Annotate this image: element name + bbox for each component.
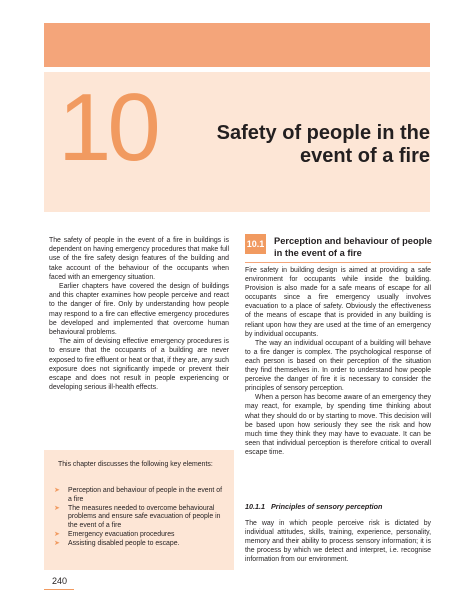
section-body bbox=[245, 266, 431, 457]
key-elements-list bbox=[54, 487, 224, 549]
subsection-heading bbox=[245, 502, 431, 511]
page-number: 240 bbox=[52, 576, 68, 586]
section-number-badge: 10.1 bbox=[245, 234, 266, 254]
subsection-body bbox=[245, 519, 431, 564]
subsection-number: 10.1.1 bbox=[245, 502, 265, 511]
list-item bbox=[54, 505, 224, 531]
list-item-text: Perception and behaviour of people in the event of a fire bbox=[68, 487, 223, 503]
intro-text bbox=[49, 236, 229, 392]
list-item bbox=[54, 531, 224, 540]
arrow-bullet-icon: ➤ bbox=[54, 504, 60, 512]
list-item bbox=[54, 540, 224, 549]
page-number-rule bbox=[44, 589, 74, 590]
section-paragraph: When a person has become aware of an emergency they may react, for example, by spending time thinking about what they should do or by starting to move. This decision will be based upon how seriously they see the risk and how much time they think they may have to evacuate. It can be seen that individual perception is therefore critical to overall escape time. bbox=[245, 394, 431, 456]
section-title: Perception and behaviour of people in the event of a fire bbox=[274, 236, 433, 258]
section-paragraph: The way an individual occupant of a building will behave to a fire danger is complex. The psychological response of each person is based on their perception of the situation they find themselves in. In order to understand how people perceive the danger of fire it is necessary to consider the principles of sensory perception. bbox=[245, 339, 431, 393]
subsection-title: Principles of sensory perception bbox=[270, 502, 383, 511]
list-item-text: Assisting disabled people to escape. bbox=[68, 540, 180, 548]
chapter-title: Safety of people in the event of a fire bbox=[216, 122, 430, 167]
intro-paragraph: The aim of devising effective emergency procedures is to ensure that the occupants of a building are never exposed to fire effluent or heat or that, if they are, any such exposure does not significantly impede or prevent their escape and does not result in people experiencing or developing serious ill-health effects. bbox=[49, 338, 229, 392]
arrow-bullet-icon: ➤ bbox=[54, 487, 60, 494]
subsection-paragraph: The way in which people perceive risk is dictated by individual attitudes, skills, training, experience, personality, memory and their ability to process sensory information; it is the process by which we detect and interpret, i.e. recognise information from our environment. bbox=[245, 520, 431, 564]
key-elements-box bbox=[44, 450, 234, 570]
arrow-bullet-icon: ➤ bbox=[54, 540, 60, 548]
intro-paragraph: Earlier chapters have covered the design of buildings and this chapter examines how people perceive and react to the danger of fire. Only by understanding how people may respond to a fire can effective emergency procedures be developed and implemented that overcome human behavioural problems. bbox=[49, 283, 229, 337]
key-elements-intro: This chapter discusses the following key elements: bbox=[58, 461, 213, 468]
section-paragraph: Fire safety in building design is aimed at providing a safe environment for occupants while inside the building. Provision is also made for a safe means of escape for all occupants since a fire emergency usually involves evacuation to a place of safety. Obviously the effectiveness of the means of escape that is provided in any building is reliant upon how they are used at the time of an emergency by individual occupants. bbox=[245, 267, 431, 338]
arrow-bullet-icon: ➤ bbox=[54, 530, 60, 538]
section-divider bbox=[245, 262, 431, 263]
chapter-number: 10 bbox=[58, 74, 157, 181]
list-item-text: Emergency evacuation procedures bbox=[68, 530, 175, 538]
list-item bbox=[54, 487, 224, 504]
list-item-text: The measures needed to overcome behavioural problems and ensure safe evacuation of people in the event of a fire bbox=[68, 504, 221, 529]
intro-paragraph: The safety of people in the event of a fire in buildings is dependent on having emergency procedures that make full use of the fire safety design features of the building and take account of the behaviour of the occupants when faced with an emergency situation. bbox=[49, 237, 229, 281]
header-top-band bbox=[44, 23, 430, 67]
